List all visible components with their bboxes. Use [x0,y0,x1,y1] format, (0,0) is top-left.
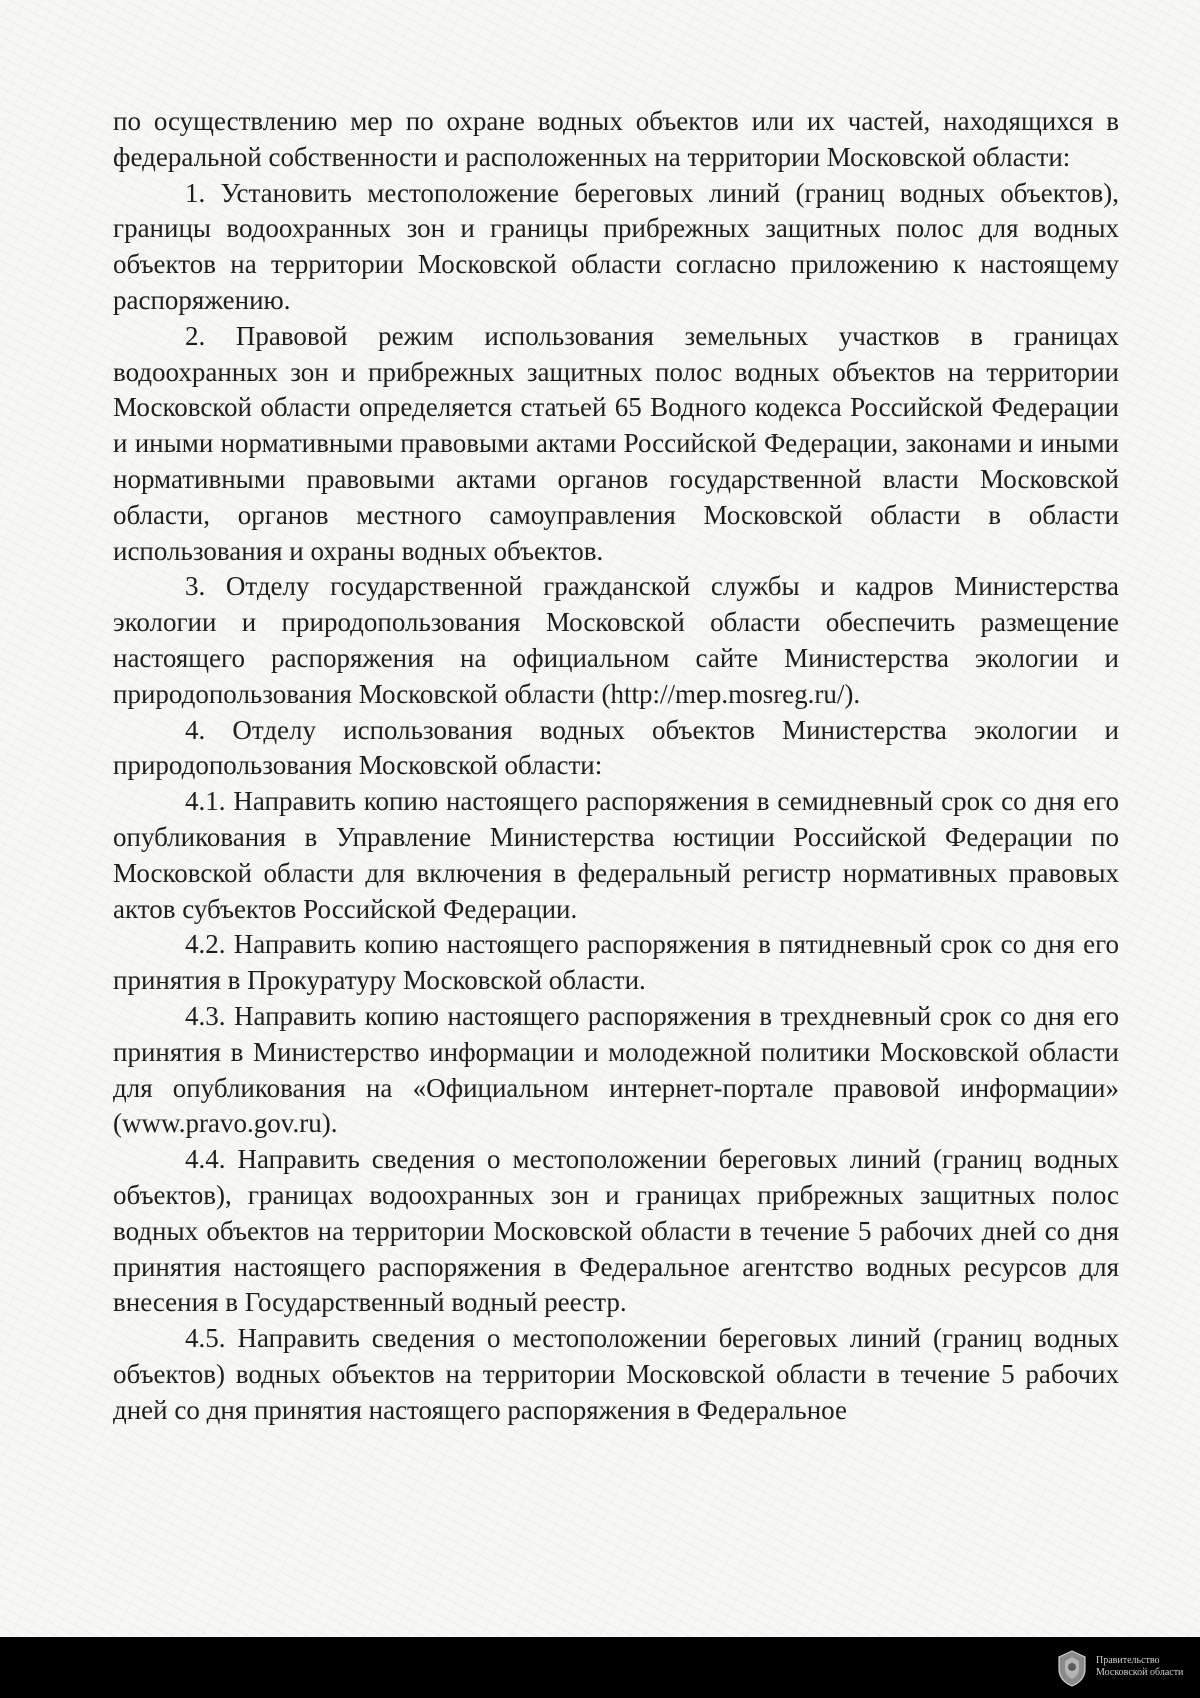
paragraph-4-5: 4.5. Направить сведения о местоположении береговых линий (границ водных объектов) водных объектов на территории Московской области в течение 5 рабочих дней со дня принятия настоящего распоряжения в Федеральное [113,1323,1119,1425]
document-body [113,104,1119,1428]
paragraph-4-3: 4.3. Направить копию настоящего распоряжения в трехдневный срок со дня его принятия в Министерство информации и молодежной политики Московской области для опубликования на «Официальном интернет-портале правовой информации» (www.pravo.gov.ru). [113,1000,1119,1139]
footer-caption-line2: Московской области [1096,1667,1184,1678]
footer-caption [1096,1655,1196,1679]
paragraph-3: 3. Отделу государственной гражданской службы и кадров Министерства экологии и природопользования Московской области обеспечить размещение настоящего распоряжения на официальном сайте Министерства экологии и природопользования Московской области (http://mep.mosreg.ru/). [113,571,1119,709]
paragraph-1: 1. Установить местоположение береговых линий (границ водных объектов), границы водоохранных зон и границы прибрежных защитных полос для водных объектов на территории Московской области согласно приложению к настоящему распоряжению. [113,177,1119,315]
footer-bar [0,1637,1200,1698]
paragraph-intro: по осуществлению мер по охране водных объектов или их частей, находящихся в федеральной собственности и расположенных на территории Московской области: [113,106,1119,172]
paragraph-4-1: 4.1. Направить копию настоящего распоряжения в семидневный срок со дня его опубликования в Управление Министерства юстиции Российской Федерации по Московской области для включения в федеральный регистр нормативных правовых актов субъектов Российской Федерации. [113,786,1119,924]
paragraph-4: 4. Отделу использования водных объектов Министерства экологии и природопользования Московской области: [113,714,1119,781]
paragraph-4-4: 4.4. Направить сведения о местоположении береговых линий (границ водных объектов), границах водоохранных зон и границах прибрежных защитных полос водных объектов на территории Московской области в течение 5 рабочих дней со дня принятия настоящего распоряжения в Федеральное агентство водных ресурсов для внесения в Государственный водный реестр. [113,1144,1119,1318]
coat-of-arms-icon [1052,1648,1092,1688]
footer-caption-line1: Правительство [1096,1655,1160,1666]
paragraph-4-2: 4.2. Направить копию настоящего распоряжения в пятидневный срок со дня его принятия в Прокуратуру Московской области. [113,929,1119,996]
paragraph-2: 2. Правовой режим использования земельных участков в границах водоохранных зон и прибрежных защитных полос водных объектов на территории Московской области определяется статьей 65 Водного кодекса Российской Федерации и иными нормативными правовыми актами Российской Федерации, законами и иными нормативными правовыми актами органов государственной власти Московской области, органов местного самоуправления Московской области в области использования и охраны водных объектов. [113,320,1119,566]
